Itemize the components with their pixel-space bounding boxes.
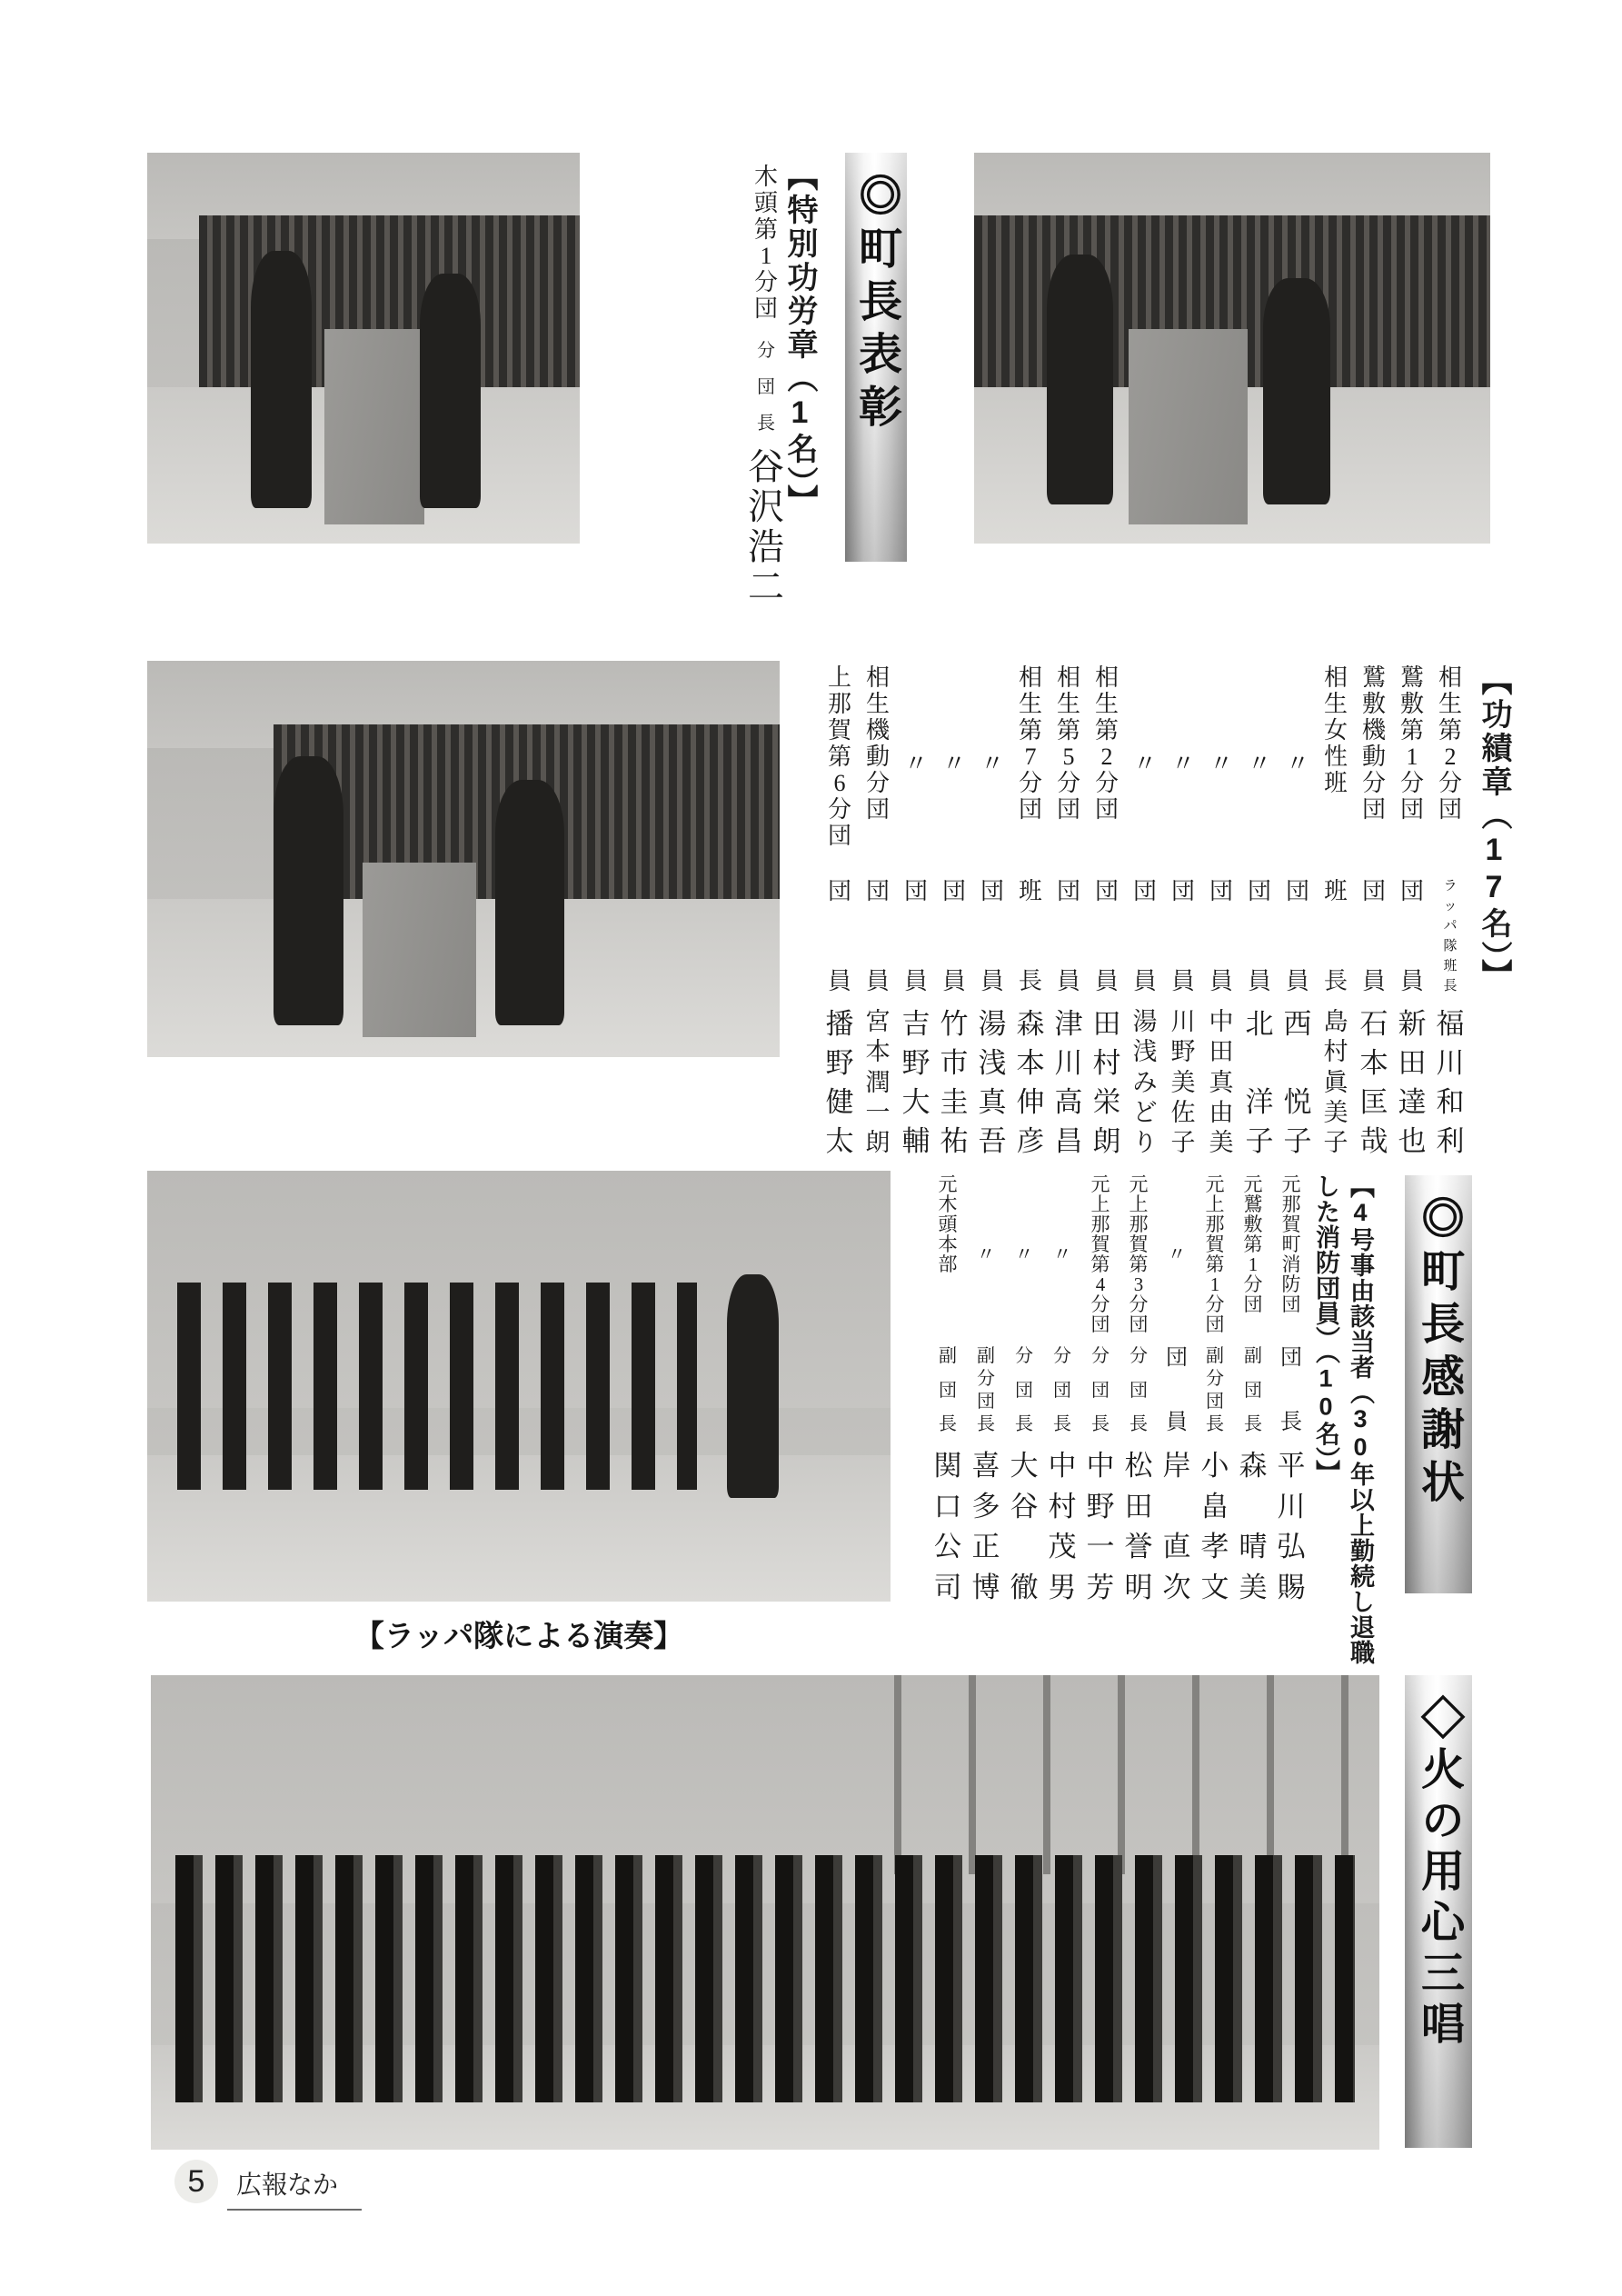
thanks-heading-line2: した消防団員）（10名）】 bbox=[1312, 1173, 1339, 1485]
merit-entry bbox=[897, 666, 935, 1157]
trumpet-band-silhouette bbox=[177, 1283, 698, 1490]
unit-name: 元 木 頭 本 部 bbox=[938, 1173, 958, 1275]
role-title: 分 団 長 bbox=[1129, 1346, 1148, 1434]
role-title: 団 員 bbox=[1399, 878, 1424, 994]
thanks-entry bbox=[1043, 1175, 1081, 1602]
thanks-entry bbox=[1119, 1175, 1158, 1602]
role-title: 団 員 bbox=[865, 878, 890, 994]
person-name: 播 野 健 太 bbox=[825, 1008, 854, 1157]
photo-award-ceremony-2 bbox=[974, 153, 1490, 544]
role-title: 団 員 bbox=[827, 878, 851, 994]
merit-entry bbox=[859, 666, 897, 1157]
merit-entry bbox=[1393, 666, 1431, 1157]
section-title: ◎町長表彰 bbox=[851, 173, 901, 436]
unit-name: 〃 bbox=[1052, 1243, 1072, 1265]
role-title: 団 員 bbox=[903, 878, 928, 994]
merit-entry bbox=[1126, 666, 1164, 1157]
thanks-entry bbox=[1272, 1175, 1310, 1602]
merit-entry bbox=[1088, 666, 1126, 1157]
person-name: 大 谷 徹 bbox=[1010, 1450, 1039, 1603]
unit-name: 〃 bbox=[976, 1243, 996, 1265]
gym-windows bbox=[827, 1675, 1379, 1874]
merit-entry bbox=[973, 666, 1011, 1157]
person-name: 福 川 和 利 bbox=[1436, 1008, 1465, 1157]
role-title: 分 団 長 bbox=[757, 341, 775, 434]
role-title: 副 分 団 長 bbox=[977, 1346, 995, 1434]
person-silhouette bbox=[1047, 255, 1114, 504]
podium bbox=[363, 863, 476, 1037]
person-name: 竹 市 圭 祐 bbox=[940, 1008, 969, 1157]
merit-entry bbox=[935, 666, 973, 1157]
role-title: 副 団 長 bbox=[1244, 1346, 1262, 1434]
page-footer bbox=[174, 2160, 362, 2211]
person-silhouette bbox=[420, 274, 481, 508]
role-title: 団 員 bbox=[1209, 878, 1233, 994]
thanks-entry bbox=[1196, 1175, 1234, 1602]
merit-entry bbox=[1050, 666, 1088, 1157]
person-name: 湯 浅 真 吾 bbox=[978, 1008, 1007, 1157]
person-name: 中 村 茂 男 bbox=[1048, 1450, 1077, 1603]
role-title: 団 員 bbox=[1094, 878, 1119, 994]
thanks-heading-line1: 【4号事由該当者（30年以上勤続し退職 bbox=[1347, 1173, 1374, 1665]
merit-entry bbox=[1202, 666, 1240, 1157]
merit-entry bbox=[1355, 666, 1393, 1157]
special-merit-heading: 【特別功労章（1名）】 bbox=[782, 160, 817, 518]
thanks-entry bbox=[1234, 1175, 1272, 1602]
merit-name-list bbox=[821, 666, 1469, 1157]
photo-trumpet-performance bbox=[147, 1171, 891, 1602]
role-title: 団 員 bbox=[1247, 878, 1271, 994]
person-name: 中 田 真 由 美 bbox=[1209, 1008, 1234, 1156]
role-title: 副 団 長 bbox=[939, 1346, 957, 1434]
role-title: 団 員 bbox=[1170, 878, 1195, 994]
crowd-silhouette bbox=[175, 1855, 1355, 2101]
unit-name: 相 生 第 7 分 団 bbox=[1018, 664, 1042, 823]
person-name: 森 晴 美 bbox=[1239, 1450, 1268, 1603]
thanks-entry bbox=[1005, 1175, 1043, 1602]
role-title: 団 員 bbox=[1361, 878, 1386, 994]
unit-name: 元 那 賀 町 消 防 団 bbox=[1281, 1173, 1301, 1315]
role-title: 団 員 bbox=[1056, 878, 1080, 994]
person-name: 島 村 眞 美 子 bbox=[1323, 1008, 1348, 1156]
unit-name: 元 鷲 敷 第 1 分 団 bbox=[1243, 1173, 1263, 1315]
role-title: 分 団 長 bbox=[1091, 1346, 1110, 1434]
mayor-thanks-title-bar bbox=[1405, 1175, 1472, 1593]
merit-entry bbox=[1317, 666, 1355, 1157]
merit-entry bbox=[1240, 666, 1279, 1157]
unit-name: 元 上 那 賀 第 3 分 団 bbox=[1129, 1173, 1149, 1335]
unit-name: 相 生 第 2 分 団 bbox=[1438, 664, 1462, 823]
unit-name: 〃 bbox=[903, 750, 928, 777]
person-name: 宮 本 潤 一 朗 bbox=[865, 1008, 891, 1156]
person-name: 森 本 伸 彦 bbox=[1016, 1008, 1045, 1157]
merit-entry bbox=[1431, 666, 1469, 1157]
unit-name: 元 上 那 賀 第 4 分 団 bbox=[1090, 1173, 1110, 1335]
unit-name: 相 生 機 動 分 団 bbox=[865, 664, 890, 823]
unit-name: 〃 bbox=[941, 750, 966, 777]
merit-heading: 【功績章（17名）】 bbox=[1477, 664, 1511, 993]
person-name: 石 本 匡 哉 bbox=[1359, 1008, 1388, 1157]
merit-entry bbox=[1164, 666, 1202, 1157]
role-title: 団 長 bbox=[1280, 1346, 1302, 1434]
unit-name: 〃 bbox=[1014, 1243, 1034, 1265]
person-name: 新 田 達 也 bbox=[1398, 1008, 1427, 1157]
unit-name: 上 那 賀 第 6 分 団 bbox=[827, 664, 851, 849]
unit-name: 相 生 第 5 分 団 bbox=[1056, 664, 1080, 823]
merit-entry bbox=[821, 666, 859, 1157]
unit-name: 〃 bbox=[1167, 1243, 1187, 1265]
page-number: 5 bbox=[174, 2160, 218, 2203]
unit-name: 相 生 第 2 分 団 bbox=[1094, 664, 1119, 823]
unit-name: 鷲 敷 機 動 分 団 bbox=[1361, 664, 1386, 823]
role-title: 団 員 bbox=[1166, 1346, 1188, 1434]
role-title: 分 団 長 bbox=[1015, 1346, 1033, 1434]
person-name: 喜 多 正 博 bbox=[971, 1450, 1000, 1603]
unit-name: 〃 bbox=[980, 750, 1004, 777]
role-title: 班 長 bbox=[1018, 878, 1042, 994]
person-silhouette bbox=[274, 756, 343, 1025]
merit-entry bbox=[1279, 666, 1317, 1157]
podium bbox=[1129, 329, 1248, 524]
thanks-name-list bbox=[929, 1175, 1310, 1602]
person-name: 平 川 弘 賜 bbox=[1277, 1450, 1306, 1603]
person-name: 西 悦 子 bbox=[1283, 1008, 1312, 1157]
role-title: 班 長 bbox=[1323, 878, 1348, 994]
unit-name: 〃 bbox=[1209, 750, 1233, 777]
thanks-entry bbox=[967, 1175, 1005, 1602]
unit-name: 〃 bbox=[1285, 750, 1309, 777]
role-title: ラ ッ パ 隊 班 長 bbox=[1443, 879, 1458, 993]
unit-name: 木 頭 第 1 分 団 bbox=[753, 164, 778, 322]
person-silhouette bbox=[727, 1274, 779, 1498]
person-name: 小 畠 孝 文 bbox=[1200, 1450, 1229, 1603]
person-silhouette bbox=[1263, 278, 1330, 504]
photo-fire-chant-crowd bbox=[151, 1675, 1379, 2150]
role-title: 団 員 bbox=[941, 878, 966, 994]
role-title: 分 団 長 bbox=[1053, 1346, 1071, 1434]
person-silhouette bbox=[495, 780, 565, 1025]
unit-name: 鷲 敷 第 1 分 団 bbox=[1399, 664, 1424, 823]
unit-name: 相 生 女 性 班 bbox=[1323, 664, 1348, 796]
person-silhouette bbox=[251, 251, 312, 509]
role-title: 副 分 団 長 bbox=[1206, 1346, 1224, 1434]
person-name: 津 川 高 昌 bbox=[1054, 1008, 1083, 1157]
photo-award-ceremony-1 bbox=[147, 153, 580, 544]
thanks-entry bbox=[929, 1175, 967, 1602]
fire-chant-title-bar bbox=[1405, 1675, 1472, 2148]
trumpet-caption: 【ラッパ隊による演奏】 bbox=[353, 1619, 684, 1652]
photo-award-ceremony-3 bbox=[147, 661, 780, 1057]
unit-name: 元 上 那 賀 第 1 分 団 bbox=[1205, 1173, 1225, 1335]
person-name: 岸 直 次 bbox=[1162, 1450, 1191, 1603]
person-name: 関 口 公 司 bbox=[933, 1450, 962, 1603]
thanks-entry bbox=[1081, 1175, 1119, 1602]
section-title: ◇火の用心三唱 bbox=[1414, 1695, 1463, 2051]
unit-name: 〃 bbox=[1170, 750, 1195, 777]
person-name: 湯 浅 み ど り bbox=[1132, 1008, 1158, 1156]
person-name: 谷 沢 浩 二 bbox=[748, 446, 784, 607]
role-title: 団 員 bbox=[980, 878, 1004, 994]
person-name: 中 野 一 芳 bbox=[1086, 1450, 1115, 1603]
person-name: 松 田 誉 明 bbox=[1124, 1450, 1153, 1603]
person-name: 川 野 美 佐 子 bbox=[1170, 1008, 1196, 1156]
unit-name: 〃 bbox=[1247, 750, 1271, 777]
role-title: 団 員 bbox=[1285, 878, 1309, 994]
publication-name: 広報なか bbox=[227, 2160, 362, 2211]
section-title: ◎町長感謝状 bbox=[1414, 1195, 1463, 1512]
merit-entry bbox=[1011, 666, 1050, 1157]
mayor-award-title-bar bbox=[845, 153, 907, 562]
role-title: 団 員 bbox=[1132, 878, 1157, 994]
person-name: 北 洋 子 bbox=[1245, 1008, 1274, 1157]
podium bbox=[324, 329, 423, 524]
unit-name: 〃 bbox=[1132, 750, 1157, 777]
person-name: 田 村 栄 朗 bbox=[1092, 1008, 1121, 1157]
person-name: 吉 野 大 輔 bbox=[901, 1008, 930, 1157]
thanks-entry bbox=[1158, 1175, 1196, 1602]
